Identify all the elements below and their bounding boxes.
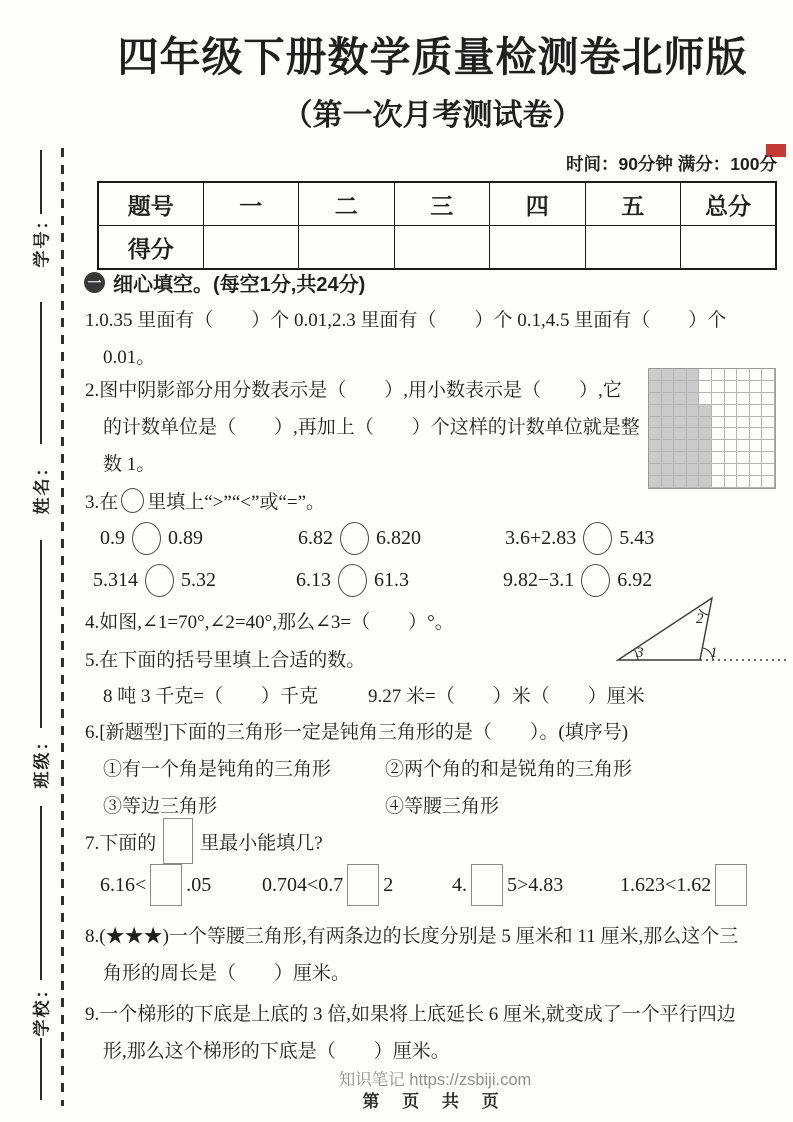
compare-circle-icon	[583, 522, 612, 555]
item-right: 2	[383, 873, 394, 896]
page-subtitle: （第一次月考测试卷）	[282, 99, 583, 132]
footer-page-number: 第 页 共 页	[362, 1092, 508, 1111]
grid-cell	[737, 476, 750, 488]
score-cell	[490, 226, 586, 270]
question-2	[85, 372, 650, 483]
grid-cell	[699, 440, 712, 452]
section-number-badge: 一	[84, 272, 105, 293]
question-6-head: 6.[新题型]下面的三角形一定是钝角三角形的是（ ）。(填序号)	[85, 722, 629, 743]
question-7-item	[620, 864, 751, 906]
grid-cell	[712, 405, 725, 417]
score-cell	[394, 226, 490, 270]
question-4-text: 4.如图,∠1=70°,∠2=40°,那么∠3=（ ）°。	[85, 612, 454, 633]
grid-cell	[725, 452, 738, 464]
grid-cell	[687, 381, 700, 393]
question-7-item	[262, 864, 393, 906]
grid-cell	[674, 452, 687, 464]
student-id-label: 学号：	[32, 210, 52, 268]
grid-cell	[762, 428, 775, 440]
grid-cell	[662, 393, 675, 405]
exam-meta: 时间：90分钟 满分：100分	[565, 154, 777, 174]
grid-cell	[725, 476, 738, 488]
grid-cell	[762, 405, 775, 417]
grid-cell	[737, 369, 750, 381]
grid-cell	[687, 464, 700, 476]
comparison-item	[505, 522, 654, 555]
angle-1-label: 1	[710, 645, 718, 661]
grid-cell	[762, 417, 775, 429]
grid-cell	[750, 417, 763, 429]
blank-line	[40, 150, 42, 214]
grid-cell	[674, 476, 687, 488]
grid-cell	[674, 369, 687, 381]
question-5-item1: 8 吨 3 千克=（ ）千克	[103, 686, 318, 707]
grid-cell	[712, 381, 725, 393]
grid-cell	[649, 369, 662, 381]
blank-line	[40, 806, 42, 980]
fold-dashed-line	[61, 148, 64, 1106]
grid-cell	[674, 428, 687, 440]
item-left: 0.704<0.7	[262, 873, 344, 896]
item-left: 4.	[452, 873, 467, 896]
question-8	[85, 918, 738, 992]
grid-cell	[649, 464, 662, 476]
score-table	[97, 181, 777, 270]
score-header-cell: 一	[203, 182, 299, 226]
item-right: .05	[186, 873, 212, 896]
grid-cell	[750, 393, 763, 405]
grid-cell	[699, 417, 712, 429]
score-header-cell: 题号	[98, 182, 203, 226]
compare-left: 3.6+2.83	[505, 527, 577, 549]
grid-cell	[649, 381, 662, 393]
angle-3-label: 3	[636, 645, 644, 661]
grid-cell	[712, 464, 725, 476]
grid-cell	[750, 369, 763, 381]
question-1-line1: 1.0.35 里面有（ ）个 0.01,2.3 里面有（ ）个 0.1,4.5 里面有（ ）个	[85, 310, 727, 331]
question-9-line2: 形,那么这个梯形的下底是（ ）厘米。	[103, 1041, 450, 1062]
grid-cell	[662, 464, 675, 476]
grid-cell	[687, 393, 700, 405]
question-5-item2: 9.27 米=（ ）米（ ）厘米	[368, 686, 645, 707]
grid-cell	[725, 405, 738, 417]
question-7-item	[452, 864, 563, 906]
question-8-line1: 8.(★★★)一个等腰三角形,有两条边的长度分别是 5 厘米和 11 厘米,那么这个三	[85, 926, 739, 947]
grid-cell	[699, 464, 712, 476]
score-table-header-row	[98, 182, 776, 226]
grid-cell	[662, 476, 675, 488]
score-cell	[585, 226, 681, 270]
grid-cell	[762, 476, 775, 488]
class-label: 班级：	[32, 731, 52, 789]
grid-cell	[687, 476, 700, 488]
question-6-option-2: ②两个角的和是锐角的三角形	[385, 759, 633, 780]
grid-cell	[662, 428, 675, 440]
grid-cell	[750, 476, 763, 488]
grid-cell	[699, 476, 712, 488]
comparison-item	[296, 564, 409, 597]
grid-cell	[737, 417, 750, 429]
comparison-item	[100, 522, 203, 555]
grid-cell	[674, 381, 687, 393]
grid-cell	[649, 476, 662, 488]
grid-cell	[687, 369, 700, 381]
section1-title: 细心填空。(每空1分,共24分)	[113, 274, 366, 296]
item-left: 1.623<1.62	[620, 873, 712, 896]
score-row-label: 得分	[98, 226, 203, 270]
question-1	[85, 302, 726, 376]
grid-cell	[687, 452, 700, 464]
fill-box-icon	[150, 864, 182, 906]
score-cell	[681, 226, 777, 270]
grid-cell	[737, 464, 750, 476]
triangle-outline	[618, 598, 712, 660]
item-left: 6.16<	[100, 873, 147, 896]
grid-cell	[712, 476, 725, 488]
compare-right: 5.43	[619, 527, 655, 549]
grid-cell	[649, 417, 662, 429]
fill-box-icon	[471, 864, 503, 906]
grid-cell	[725, 464, 738, 476]
grid-cell	[762, 440, 775, 452]
grid-cell	[762, 393, 775, 405]
grid-cell	[649, 405, 662, 417]
compare-left: 6.82	[298, 527, 333, 549]
compare-left: 0.9	[100, 527, 125, 549]
compare-left: 9.82−3.1	[503, 569, 575, 591]
compare-right: 61.3	[374, 569, 409, 591]
score-header-cell: 三	[394, 182, 490, 226]
grid-cell	[649, 440, 662, 452]
grid-cell	[662, 440, 675, 452]
grid-cell	[699, 393, 712, 405]
grid-cell	[762, 464, 775, 476]
question-2-line3: 数 1。	[103, 454, 156, 475]
grid-cell	[712, 428, 725, 440]
compare-left: 6.13	[296, 569, 331, 591]
grid-cell	[725, 440, 738, 452]
question-7-text-post: 里最小能填几?	[200, 832, 323, 854]
grid-cell	[762, 452, 775, 464]
grid-cell	[725, 381, 738, 393]
grid-cell	[674, 393, 687, 405]
question-2-line1: 2.图中阴影部分用分数表示是（ ）,用小数表示是（ ）,它	[85, 380, 622, 401]
question-4	[85, 604, 454, 641]
grid-cell	[674, 405, 687, 417]
grid-cell	[699, 381, 712, 393]
compare-left: 5.314	[93, 569, 138, 591]
fill-box-icon	[347, 864, 379, 906]
grid-cell	[687, 428, 700, 440]
grid-cell	[674, 417, 687, 429]
grid-cell	[662, 369, 675, 381]
grid-cell	[649, 428, 662, 440]
grid-cell	[750, 452, 763, 464]
grid-cell	[699, 369, 712, 381]
question-7-item	[100, 864, 211, 906]
grid-cell	[750, 428, 763, 440]
grid-cell	[750, 464, 763, 476]
item-right: 5>4.83	[507, 873, 564, 896]
grid-cell	[712, 393, 725, 405]
grid-cell	[662, 452, 675, 464]
grid-cell	[662, 405, 675, 417]
compare-right: 6.820	[376, 527, 421, 549]
question-6-option-3: ③等边三角形	[103, 796, 218, 817]
grid-cell	[712, 440, 725, 452]
grid-cell	[737, 440, 750, 452]
compare-circle-icon	[340, 522, 369, 555]
grid-cell	[687, 417, 700, 429]
grid-cell	[687, 440, 700, 452]
grid-cell	[725, 428, 738, 440]
question-8-line2: 角形的周长是（ ）厘米。	[103, 963, 351, 984]
grid-cell	[762, 369, 775, 381]
triangle-figure	[612, 590, 790, 675]
fill-box-icon	[715, 864, 747, 906]
grid-cell	[725, 417, 738, 429]
compare-circle-icon	[145, 564, 174, 597]
grid-cell	[737, 452, 750, 464]
score-header-cell: 总分	[681, 182, 777, 226]
blank-line	[40, 540, 42, 728]
question-9	[85, 996, 736, 1070]
question-2-line2: 的计数单位是（ ）,再加上（ ）个这样的计数单位就是整	[103, 417, 640, 438]
score-header-cell: 二	[299, 182, 395, 226]
grid-cell	[750, 405, 763, 417]
score-table-value-row	[98, 226, 776, 270]
compare-right: 0.89	[168, 527, 203, 549]
fill-box-icon	[163, 818, 193, 864]
blank-line	[40, 302, 42, 444]
question-9-line1: 9.一个梯形的下底是上底的 3 倍,如果将上底延长 6 厘米,就变成了一个平行四边	[85, 1004, 736, 1025]
question-7-head	[85, 818, 323, 864]
comparison-item	[93, 564, 216, 597]
school-label: 学校：	[32, 979, 52, 1037]
grid-cell	[662, 381, 675, 393]
compare-right: 6.92	[617, 569, 653, 591]
grid-cell	[725, 393, 738, 405]
question-6-option-4: ④等腰三角形	[385, 796, 500, 817]
grid-cell	[725, 369, 738, 381]
question-1-line2: 0.01。	[103, 347, 156, 368]
grid-cell	[737, 393, 750, 405]
question-3-head	[85, 484, 325, 521]
footer-site-link: 知识笔记 https://zsbiji.com	[338, 1071, 532, 1089]
page-title: 四年级下册数学质量检测卷北师版	[117, 34, 748, 80]
blank-line	[40, 1038, 42, 1100]
grid-cell	[712, 452, 725, 464]
compare-circle-icon	[338, 564, 367, 597]
grid-cell	[687, 405, 700, 417]
comparison-item	[298, 522, 421, 555]
grid-cell	[737, 405, 750, 417]
compare-circle-icon	[132, 522, 161, 555]
compare-right: 5.32	[181, 569, 216, 591]
score-header-cell: 五	[585, 182, 681, 226]
q2-grid	[648, 368, 776, 489]
grid-cell	[737, 381, 750, 393]
score-cell	[203, 226, 299, 270]
score-cell	[299, 226, 395, 270]
question-5-text: 5.在下面的括号里填上合适的数。	[85, 650, 366, 671]
grid-cell	[699, 405, 712, 417]
grid-cell	[737, 428, 750, 440]
grid-cell	[649, 393, 662, 405]
compare-circle-icon	[121, 488, 144, 513]
compare-circle-icon	[581, 564, 610, 597]
grid-cell	[699, 428, 712, 440]
grid-cell	[712, 417, 725, 429]
question-3-text-post: 里填上“>”“<”或“=”。	[147, 492, 326, 513]
question-6-option-1: ①有一个角是钝角的三角形	[103, 759, 332, 780]
question-7-text-pre: 7.下面的	[85, 832, 157, 854]
grid-cell	[699, 452, 712, 464]
question-5-head	[85, 642, 365, 679]
grid-cell	[674, 464, 687, 476]
section1-header	[84, 268, 365, 297]
question-3-text-pre: 3.在	[85, 492, 119, 513]
grid-cell	[750, 381, 763, 393]
grid-cell	[750, 440, 763, 452]
grid-cell	[674, 440, 687, 452]
name-label: 姓名：	[32, 457, 52, 515]
grid-cell	[712, 369, 725, 381]
angle-2-label: 2	[696, 611, 704, 627]
score-header-cell: 四	[490, 182, 586, 226]
grid-cell	[662, 417, 675, 429]
grid-cell	[649, 452, 662, 464]
grid-cell	[762, 381, 775, 393]
